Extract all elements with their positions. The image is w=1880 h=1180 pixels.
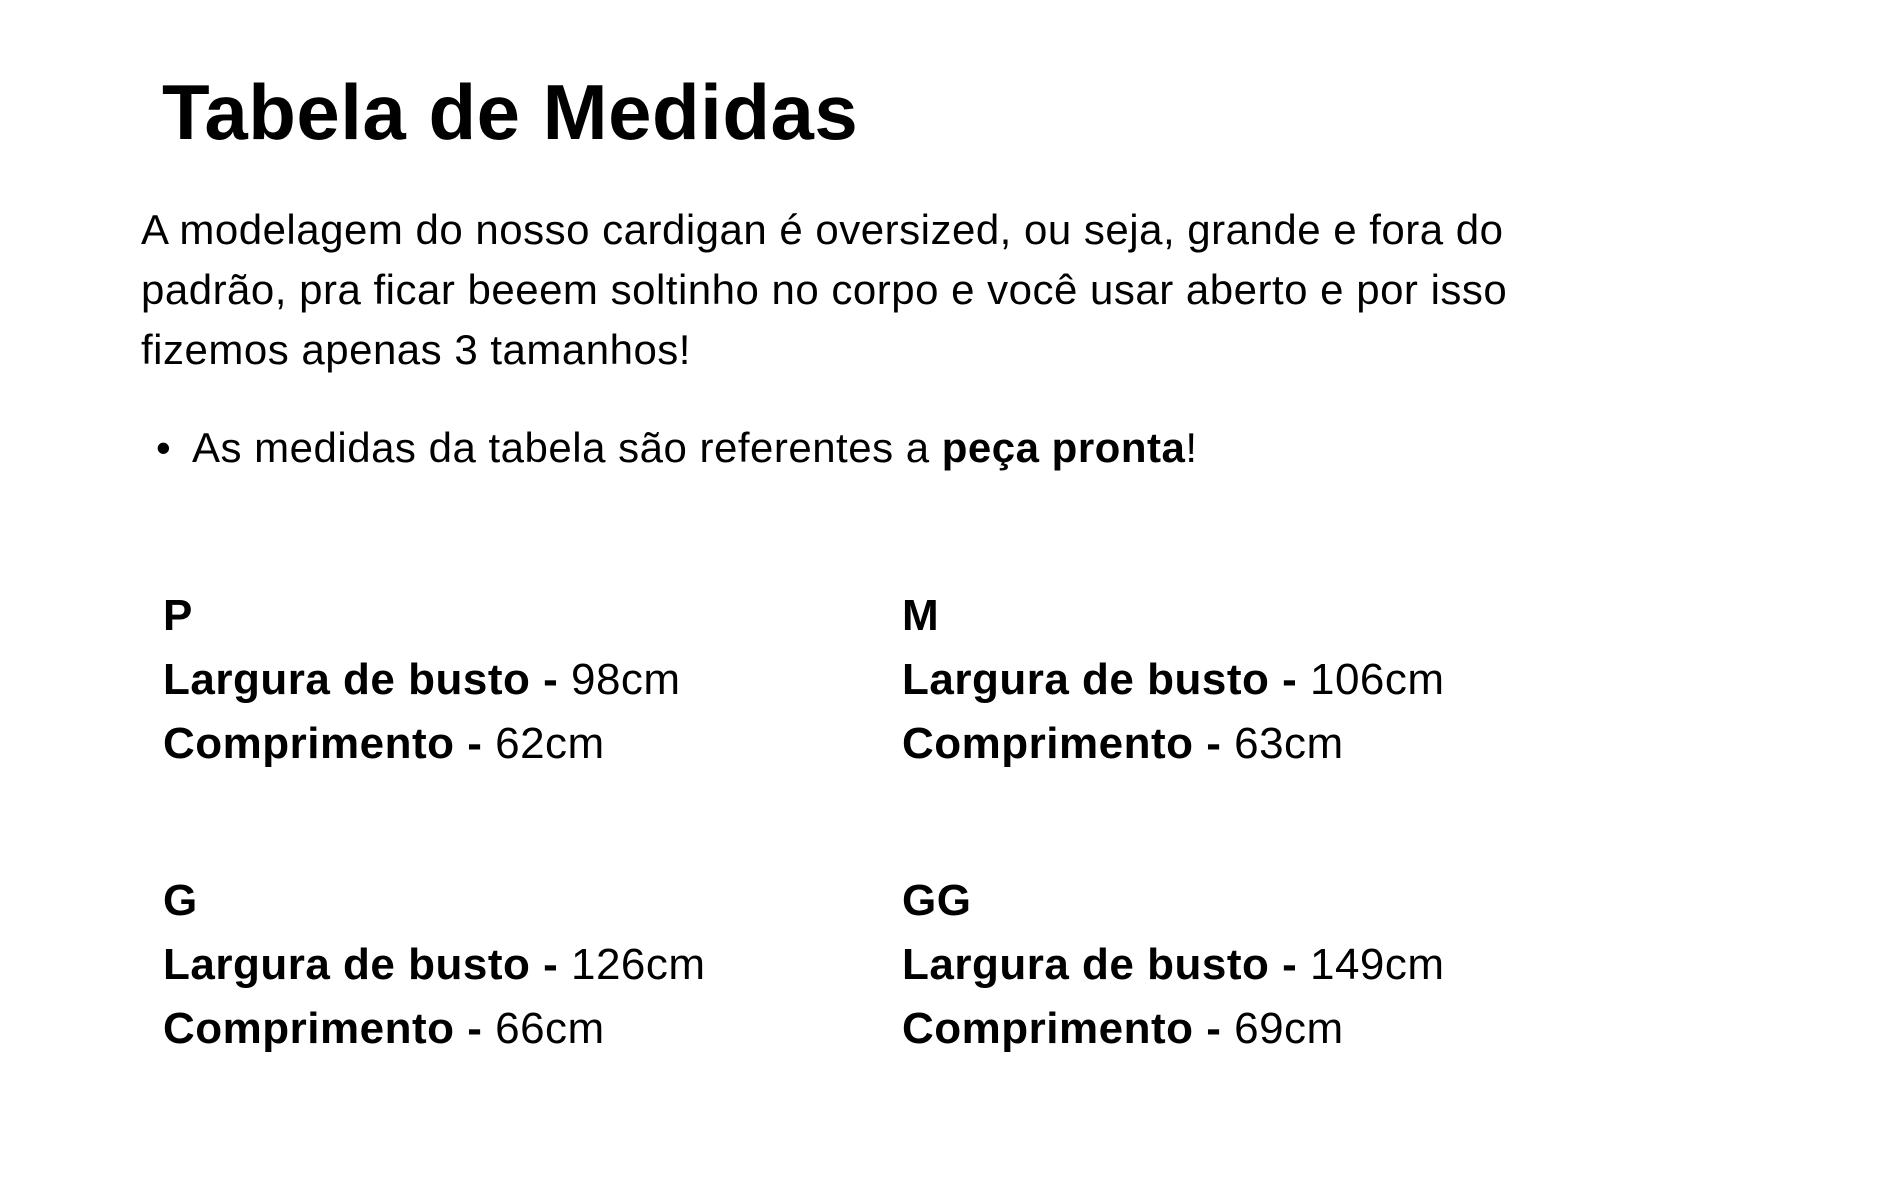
bust-value: 126cm <box>570 940 706 989</box>
length-label: Comprimento <box>163 1004 455 1053</box>
bust-row <box>163 933 706 997</box>
length-row <box>902 997 1445 1061</box>
page-title: Tabela de Medidas <box>162 68 859 156</box>
size-card-g <box>163 869 706 1061</box>
length-row <box>902 712 1445 776</box>
length-label: Comprimento <box>163 719 455 768</box>
note-text: As medidas da tabela são referentes a <box>192 424 942 471</box>
separator: - <box>530 940 571 989</box>
size-card-m <box>902 584 1445 776</box>
length-value: 69cm <box>1234 1004 1344 1053</box>
separator: - <box>454 1004 496 1053</box>
size-name: GG <box>902 876 972 925</box>
size-name: P <box>163 591 193 640</box>
separator: - <box>454 719 496 768</box>
length-row <box>163 712 681 776</box>
length-value: 63cm <box>1234 719 1344 768</box>
bullet-dot-icon: • <box>156 424 172 471</box>
length-label: Comprimento <box>902 719 1194 768</box>
bust-label: Largura de busto <box>902 940 1270 989</box>
bust-label: Largura de busto <box>163 940 531 989</box>
length-row <box>163 997 706 1061</box>
size-name: M <box>902 591 940 640</box>
size-name: G <box>163 876 198 925</box>
bust-row <box>902 648 1445 712</box>
separator: - <box>1193 719 1235 768</box>
note-suffix: ! <box>1185 424 1198 471</box>
separator: - <box>1269 940 1310 989</box>
size-card-gg <box>902 869 1445 1061</box>
length-value: 66cm <box>495 1004 605 1053</box>
bust-value: 149cm <box>1309 940 1445 989</box>
separator: - <box>530 655 571 704</box>
bust-row <box>163 648 681 712</box>
note-bullet-item <box>156 418 1198 478</box>
separator: - <box>1269 655 1310 704</box>
bust-row <box>902 933 1445 997</box>
intro-paragraph: A modelagem do nosso cardigan é oversized, ou seja, grande e fora do padrão, pra ficar beeem soltinho no corpo e você usar aberto e por isso fizemos apenas 3 tamanhos! <box>141 206 1508 373</box>
note-bold-text: peça pronta <box>941 424 1186 471</box>
bust-label: Largura de busto <box>163 655 531 704</box>
bust-value: 106cm <box>1309 655 1445 704</box>
bust-value: 98cm <box>570 655 681 704</box>
size-card-p <box>163 584 681 776</box>
bust-label: Largura de busto <box>902 655 1270 704</box>
length-value: 62cm <box>495 719 605 768</box>
length-label: Comprimento <box>902 1004 1194 1053</box>
separator: - <box>1193 1004 1235 1053</box>
